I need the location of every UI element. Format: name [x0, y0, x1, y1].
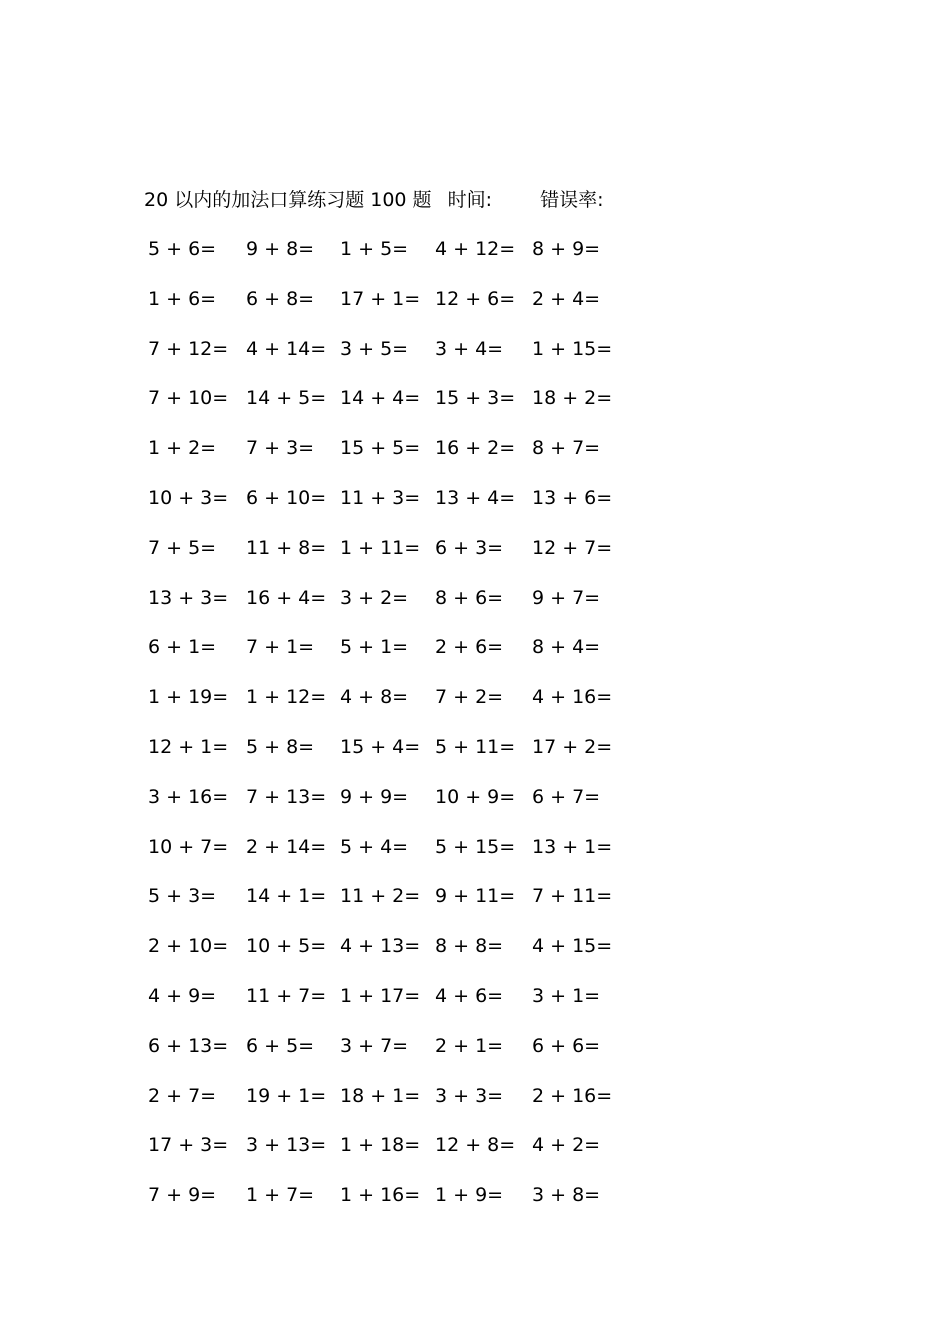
problem-row [148, 483, 648, 533]
problem-row [148, 533, 648, 583]
problem-item: 8 + 7= [532, 437, 601, 460]
problem-item: 9 + 8= [246, 238, 315, 260]
problem-item: 7 + 1= [246, 636, 315, 659]
problem-item: 11 + 2= [340, 885, 421, 908]
problem-item: 1 + 17= [340, 984, 421, 1007]
problem-item: 5 + 6= [148, 238, 217, 260]
problem-row [148, 881, 648, 931]
problem-item: 1 + 9= [435, 1184, 504, 1207]
problem-item: 3 + 2= [340, 586, 409, 609]
problem-item: 16 + 2= [435, 437, 516, 460]
problem-item: 3 + 8= [532, 1184, 601, 1207]
problem-item: 6 + 5= [246, 1034, 315, 1057]
problem-item: 7 + 10= [148, 387, 229, 410]
problem-item: 2 + 4= [532, 287, 601, 310]
problem-row [148, 682, 648, 732]
problem-item: 2 + 16= [532, 1084, 613, 1107]
problem-row [148, 383, 648, 433]
problem-item: 4 + 14= [246, 337, 327, 360]
problem-item: 3 + 7= [340, 1034, 409, 1057]
problem-item: 6 + 10= [246, 486, 327, 509]
problem-item: 3 + 13= [246, 1134, 327, 1157]
problem-item: 4 + 13= [340, 935, 421, 958]
problem-item: 12 + 6= [435, 287, 516, 310]
problem-item: 6 + 1= [148, 636, 217, 659]
problem-row [148, 832, 648, 882]
problem-item: 11 + 7= [246, 984, 327, 1007]
problem-row [148, 931, 648, 981]
problem-item: 5 + 1= [340, 636, 409, 659]
problem-item: 1 + 16= [340, 1184, 421, 1207]
problem-item: 14 + 1= [246, 885, 327, 908]
problem-item: 15 + 3= [435, 387, 516, 410]
problem-item: 7 + 9= [148, 1184, 217, 1207]
problem-item: 11 + 3= [340, 486, 421, 509]
problem-item: 5 + 8= [246, 735, 315, 758]
problem-item: 3 + 5= [340, 337, 409, 360]
problem-item: 18 + 2= [532, 387, 613, 410]
problem-row [148, 234, 648, 284]
problem-row [148, 1130, 648, 1180]
problem-item: 5 + 15= [435, 835, 516, 858]
problem-item: 1 + 5= [340, 238, 409, 260]
problem-item: 1 + 7= [246, 1184, 315, 1207]
problem-item: 2 + 10= [148, 935, 229, 958]
problem-item: 1 + 2= [148, 437, 217, 460]
problem-item: 8 + 6= [435, 586, 504, 609]
problem-item: 6 + 8= [246, 287, 315, 310]
problem-item: 10 + 3= [148, 486, 229, 509]
problem-item: 14 + 4= [340, 387, 421, 410]
problem-item: 2 + 14= [246, 835, 327, 858]
problem-item: 10 + 7= [148, 835, 229, 858]
problem-item: 18 + 1= [340, 1084, 421, 1107]
problem-item: 1 + 11= [340, 536, 421, 559]
problem-item: 3 + 16= [148, 785, 229, 808]
problem-row [148, 732, 648, 782]
problem-item: 8 + 8= [435, 935, 504, 958]
worksheet-header [144, 186, 603, 214]
problem-item: 15 + 4= [340, 735, 421, 758]
problem-row [148, 583, 648, 633]
problem-row [148, 284, 648, 334]
problem-item: 6 + 13= [148, 1034, 229, 1057]
problem-item: 13 + 1= [532, 835, 613, 858]
problem-item: 4 + 8= [340, 686, 409, 709]
problem-item: 10 + 5= [246, 935, 327, 958]
problem-item: 7 + 2= [435, 686, 504, 709]
problem-item: 1 + 15= [532, 337, 613, 360]
worksheet-title: 20 以内的加法口算练习题 100 题 [144, 189, 432, 211]
problem-item: 4 + 16= [532, 686, 613, 709]
problem-item: 2 + 7= [148, 1084, 217, 1107]
problem-item: 15 + 5= [340, 437, 421, 460]
problem-item: 4 + 9= [148, 984, 217, 1007]
problem-item: 3 + 1= [532, 984, 601, 1007]
problem-row [148, 981, 648, 1031]
problem-item: 12 + 7= [532, 536, 613, 559]
problem-item: 8 + 9= [532, 238, 601, 260]
problem-item: 13 + 6= [532, 486, 613, 509]
problem-item: 17 + 2= [532, 735, 613, 758]
problem-item: 4 + 6= [435, 984, 504, 1007]
problem-item: 9 + 11= [435, 885, 516, 908]
problem-item: 13 + 4= [435, 486, 516, 509]
problem-row [148, 1081, 648, 1131]
problem-item: 5 + 3= [148, 885, 217, 908]
problem-row [148, 1180, 648, 1230]
problem-item: 13 + 3= [148, 586, 229, 609]
problem-item: 5 + 11= [435, 735, 516, 758]
problem-item: 4 + 2= [532, 1134, 601, 1157]
problem-item: 9 + 7= [532, 586, 601, 609]
problem-item: 16 + 4= [246, 586, 327, 609]
problem-item: 7 + 11= [532, 885, 613, 908]
problem-row [148, 433, 648, 483]
problem-item: 7 + 13= [246, 785, 327, 808]
time-label: 时间: [447, 189, 493, 211]
problem-item: 7 + 3= [246, 437, 315, 460]
problem-item: 3 + 4= [435, 337, 504, 360]
problem-item: 7 + 12= [148, 337, 229, 360]
problem-item: 17 + 1= [340, 287, 421, 310]
error-rate-label: 错误率: [540, 189, 604, 211]
problem-row [148, 782, 648, 832]
problem-item: 19 + 1= [246, 1084, 327, 1107]
problem-item: 17 + 3= [148, 1134, 229, 1157]
problem-item: 5 + 4= [340, 835, 409, 858]
problem-item: 9 + 9= [340, 785, 409, 808]
problem-item: 4 + 15= [532, 935, 613, 958]
problem-row [148, 334, 648, 384]
problem-item: 4 + 12= [435, 238, 516, 260]
problem-row [148, 1031, 648, 1081]
problem-item: 12 + 1= [148, 735, 229, 758]
problem-item: 1 + 6= [148, 287, 217, 310]
problem-item: 1 + 19= [148, 686, 229, 709]
problem-grid [148, 234, 648, 1230]
problem-item: 1 + 12= [246, 686, 327, 709]
problem-item: 6 + 3= [435, 536, 504, 559]
problem-item: 8 + 4= [532, 636, 601, 659]
problem-item: 6 + 6= [532, 1034, 601, 1057]
problem-item: 6 + 7= [532, 785, 601, 808]
problem-item: 1 + 18= [340, 1134, 421, 1157]
problem-item: 10 + 9= [435, 785, 516, 808]
problem-item: 12 + 8= [435, 1134, 516, 1157]
problem-row [148, 632, 648, 682]
problem-item: 2 + 6= [435, 636, 504, 659]
problem-item: 11 + 8= [246, 536, 327, 559]
problem-item: 3 + 3= [435, 1084, 504, 1107]
problem-item: 2 + 1= [435, 1034, 504, 1057]
problem-item: 14 + 5= [246, 387, 327, 410]
problem-item: 7 + 5= [148, 536, 217, 559]
